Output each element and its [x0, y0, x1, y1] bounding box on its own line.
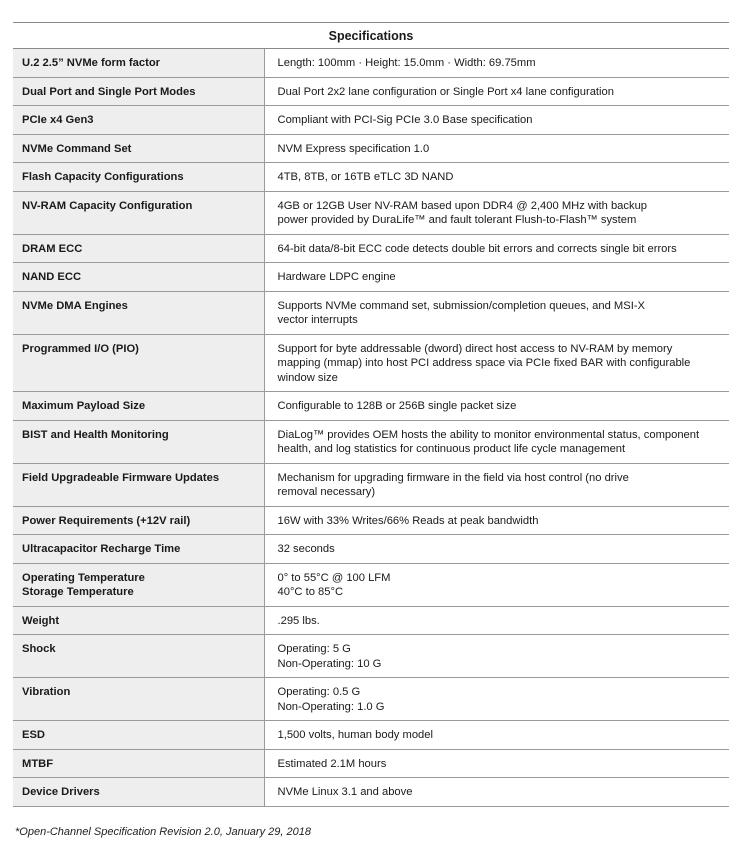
spec-value-cell [264, 420, 729, 463]
spec-value-cell [264, 606, 729, 635]
spec-value: removal necessary) [277, 486, 376, 498]
spec-value-cell [264, 563, 729, 606]
table-row [13, 134, 729, 163]
spec-value: health, and log statistics for continuous product life cycle management [277, 443, 626, 455]
spec-value: Supports NVMe command set, submission/completion queues, and MSI-X [277, 299, 645, 312]
spec-value: Support for byte addressable (dword) direct host access to NV-RAM by memory [277, 342, 673, 355]
spec-value: Length: 100mm · Height: 15.0mm · Width: 69.75mm [277, 57, 536, 69]
spec-value-cell [264, 106, 729, 135]
spec-value: 1,500 volts, human body model [277, 729, 433, 741]
table-row [13, 535, 729, 564]
spec-label-cell [13, 49, 264, 78]
spec-value: Estimated 2.1M hours [277, 757, 387, 770]
spec-label: MTBF [22, 757, 54, 770]
spec-label: U.2 2.5” NVMe form factor [22, 57, 161, 69]
table-row [13, 678, 729, 721]
spec-label-cell [13, 106, 264, 135]
spec-value: Operating: 5 G [277, 643, 351, 655]
table-row [13, 263, 729, 292]
spec-label-cell [13, 392, 264, 421]
spec-value-cell [264, 263, 729, 292]
table-row [13, 506, 729, 535]
spec-value: mapping (mmap) into host PCI address space via PCIe fixed BAR with configurable [277, 357, 691, 369]
spec-value: NVMe Linux 3.1 and above [277, 786, 413, 798]
spec-value: Non-Operating: 10 G [277, 657, 382, 670]
spec-label: NVMe Command Set [22, 142, 132, 155]
table-row [13, 234, 729, 263]
spec-value-cell [264, 749, 729, 778]
table-row [13, 77, 729, 106]
table-row [13, 106, 729, 135]
spec-label: Maximum Payload Size [22, 400, 146, 412]
spec-label: Storage Temperature [22, 586, 134, 598]
spec-label: Programmed I/O (PIO) [22, 342, 139, 355]
spec-label: NV-RAM Capacity Configuration [22, 199, 193, 212]
table-row [13, 191, 729, 234]
table-title: Specifications [13, 23, 729, 49]
spec-label: ESD [22, 729, 46, 741]
spec-value: Compliant with PCI-Sig PCIe 3.0 Base specification [277, 114, 533, 126]
spec-value: .295 lbs. [277, 614, 320, 627]
spec-value: Configurable to 128B or 256B single packet size [277, 400, 517, 412]
table-row [13, 392, 729, 421]
spec-value-cell [264, 49, 729, 78]
specifications-body [13, 49, 729, 807]
spec-label-cell [13, 535, 264, 564]
spec-value: 0° to 55°C @ 100 LFM [277, 571, 391, 584]
spec-value-cell [264, 334, 729, 392]
spec-value-cell [264, 234, 729, 263]
spec-sheet [13, 22, 729, 807]
spec-label-cell [13, 721, 264, 750]
spec-value: Hardware LDPC engine [277, 271, 396, 283]
table-row [13, 291, 729, 334]
spec-label: Ultracapacitor Recharge Time [22, 543, 181, 555]
spec-value-cell [264, 506, 729, 535]
spec-value: Dual Port 2x2 lane configuration or Single Port x4 lane configuration [277, 85, 614, 98]
spec-label-cell [13, 606, 264, 635]
spec-value: 4GB or 12GB User NV-RAM based upon DDR4 @ 2,400 MHz with backup [277, 199, 648, 212]
spec-label-cell [13, 77, 264, 106]
spec-value: NVM Express specification 1.0 [277, 142, 430, 155]
spec-label: Dual Port and Single Port Modes [22, 85, 196, 98]
spec-label: Field Upgradeable Firmware Updates [22, 471, 220, 484]
spec-value: DiaLog™ provides OEM hosts the ability to monitor environmental status, component [277, 428, 700, 441]
table-title-row [13, 23, 729, 49]
spec-value: Non-Operating: 1.0 G [277, 700, 385, 713]
spec-value-cell [264, 392, 729, 421]
spec-label: Power Requirements (+12V rail) [22, 514, 191, 527]
spec-value-cell [264, 463, 729, 506]
spec-value: window size [277, 371, 338, 384]
spec-label: Weight [22, 614, 60, 627]
table-row [13, 49, 729, 78]
table-row [13, 420, 729, 463]
spec-label: Shock [22, 643, 56, 655]
spec-label: DRAM ECC [22, 242, 83, 255]
table-row [13, 463, 729, 506]
spec-label: BIST and Health Monitoring [22, 428, 169, 441]
spec-label-cell [13, 563, 264, 606]
spec-value-cell [264, 163, 729, 192]
spec-label-cell [13, 263, 264, 292]
spec-label-cell [13, 134, 264, 163]
spec-label: NAND ECC [22, 271, 82, 283]
spec-value: vector interrupts [277, 314, 358, 326]
spec-label: Vibration [22, 686, 71, 698]
spec-value-cell [264, 535, 729, 564]
spec-label-cell [13, 234, 264, 263]
spec-value-cell [264, 778, 729, 807]
spec-label: Operating Temperature [22, 571, 145, 584]
spec-value: Operating: 0.5 G [277, 686, 361, 698]
table-row [13, 334, 729, 392]
spec-value-cell [264, 77, 729, 106]
spec-label-cell [13, 506, 264, 535]
spec-label-cell [13, 420, 264, 463]
spec-label-cell [13, 191, 264, 234]
table-row [13, 563, 729, 606]
table-row [13, 749, 729, 778]
spec-value: 32 seconds [277, 543, 335, 555]
spec-label-cell [13, 463, 264, 506]
spec-value: power provided by DuraLife™ and fault tolerant Flush-to-Flash™ system [277, 214, 637, 226]
spec-label: Flash Capacity Configurations [22, 171, 184, 183]
spec-value-cell [264, 678, 729, 721]
spec-value: Mechanism for upgrading firmware in the field via host control (no drive [277, 471, 629, 484]
spec-label-cell [13, 635, 264, 678]
spec-label-cell [13, 749, 264, 778]
spec-value-cell [264, 191, 729, 234]
spec-label-cell [13, 163, 264, 192]
table-row [13, 778, 729, 807]
table-row [13, 163, 729, 192]
spec-label: Device Drivers [22, 786, 100, 798]
footnote: *Open-Channel Specification Revision 2.0, January 29, 2018 [15, 826, 311, 838]
spec-value-cell [264, 721, 729, 750]
spec-label-cell [13, 778, 264, 807]
spec-value-cell [264, 291, 729, 334]
spec-label: NVMe DMA Engines [22, 299, 128, 312]
specifications-table [13, 22, 729, 807]
spec-label-cell [13, 334, 264, 392]
table-row [13, 606, 729, 635]
spec-value: 40°C to 85°C [277, 586, 344, 598]
spec-value: 4TB, 8TB, or 16TB eTLC 3D NAND [277, 171, 454, 183]
spec-label-cell [13, 678, 264, 721]
spec-label-cell [13, 291, 264, 334]
spec-label: PCIe x4 Gen3 [22, 114, 94, 126]
spec-value: 64-bit data/8-bit ECC code detects double bit errors and corrects single bit errors [277, 242, 677, 255]
spec-value: 16W with 33% Writes/66% Reads at peak bandwidth [277, 514, 539, 527]
table-row [13, 721, 729, 750]
table-row [13, 635, 729, 678]
spec-value-cell [264, 635, 729, 678]
spec-value-cell [264, 134, 729, 163]
